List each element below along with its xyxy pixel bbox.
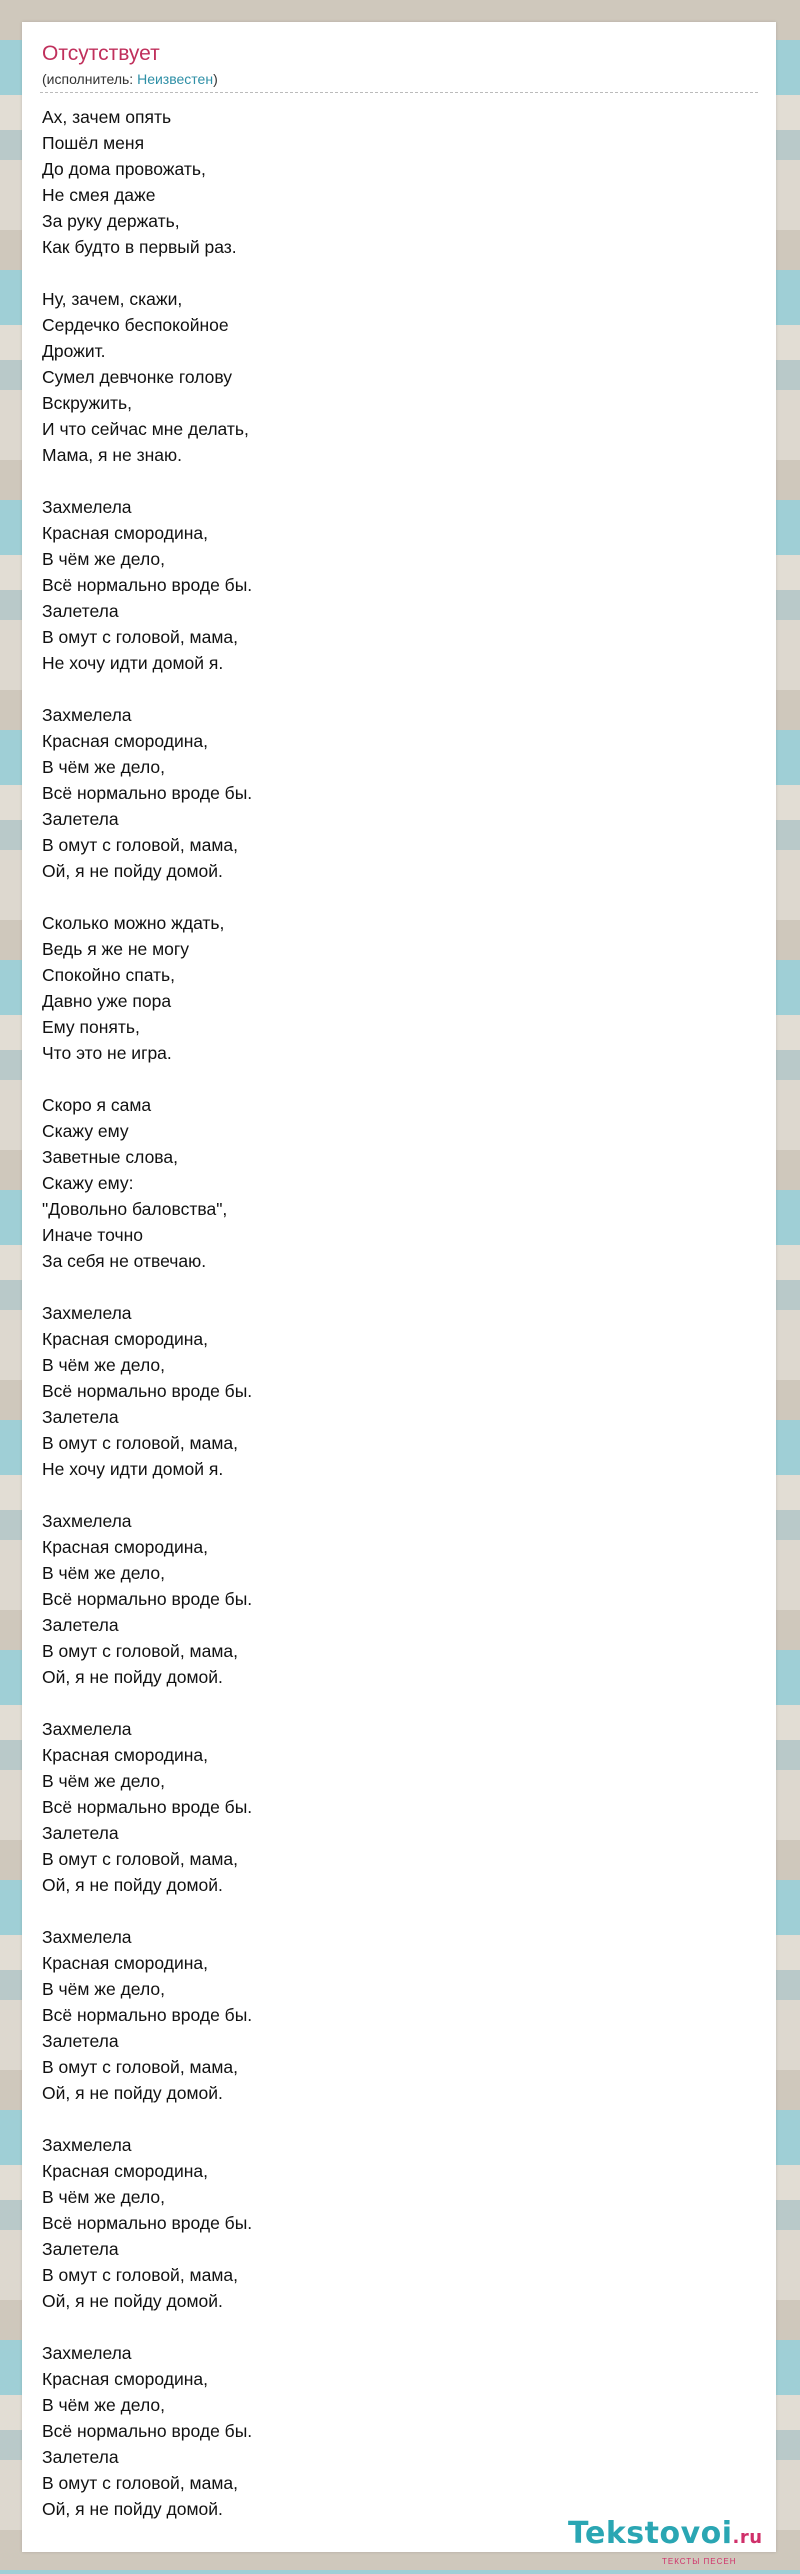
lyrics-line: Красная смородина,: [42, 2161, 208, 2181]
lyrics-line: Красная смородина,: [42, 1537, 208, 1557]
lyrics-line: Ой, я не пойду домой.: [42, 1875, 223, 1895]
lyrics-stanza: [42, 1092, 742, 1274]
lyrics-line: Всё нормально вроде бы.: [42, 575, 253, 595]
lyrics-line: Всё нормально вроде бы.: [42, 2005, 253, 2025]
lyrics-line: Всё нормально вроде бы.: [42, 1589, 253, 1609]
lyrics-line: Ой, я не пойду домой.: [42, 2291, 223, 2311]
lyrics-stanza: [42, 494, 742, 676]
lyrics-line: Залетела: [42, 601, 119, 621]
site-logo[interactable]: [568, 2516, 763, 2551]
lyrics-stanza: [42, 2132, 742, 2314]
lyrics-line: Красная смородина,: [42, 2369, 208, 2389]
lyrics-line: Иначе точно: [42, 1225, 143, 1245]
lyrics-line: Красная смородина,: [42, 1329, 208, 1349]
lyrics-line: В чём же дело,: [42, 1771, 165, 1791]
lyrics-stanza: [42, 286, 742, 468]
lyrics-line: Красная смородина,: [42, 731, 208, 751]
lyrics-line: В омут с головой, мама,: [42, 627, 238, 647]
lyrics-line: Всё нормально вроде бы.: [42, 1381, 253, 1401]
lyrics-line: В омут с головой, мама,: [42, 2473, 238, 2493]
lyrics-line: Не хочу идти домой я.: [42, 1459, 224, 1479]
lyrics-line: "Довольно баловства",: [42, 1199, 228, 1219]
lyrics-line: В омут с головой, мама,: [42, 1433, 238, 1453]
lyrics-line: Пошёл меня: [42, 133, 145, 153]
logo-tagline: ТЕКСТЫ ПЕСЕН: [662, 2557, 737, 2566]
lyrics-line: Не смея даже: [42, 185, 156, 205]
lyrics-line: Ведь я же не могу: [42, 939, 190, 959]
lyrics-stanza: [42, 1716, 742, 1898]
lyrics-line: Сердечко беспокойное: [42, 315, 229, 335]
lyrics-line: Захмелела: [42, 1303, 132, 1323]
lyrics-line: Мама, я не знаю.: [42, 445, 182, 465]
lyrics-line: Захмелела: [42, 497, 132, 517]
lyrics-line: В чём же дело,: [42, 1355, 165, 1375]
lyrics-line: Залетела: [42, 2031, 119, 2051]
lyrics-stanza: [42, 104, 742, 260]
lyrics-line: Залетела: [42, 1407, 119, 1427]
lyrics-line: Скоро я сама: [42, 1095, 152, 1115]
lyrics-line: Ой, я не пойду домой.: [42, 2499, 223, 2519]
lyrics-line: Красная смородина,: [42, 1745, 208, 1765]
lyrics-line: Ну, зачем, скажи,: [42, 289, 183, 309]
lyrics-line: В чём же дело,: [42, 2187, 165, 2207]
lyrics-line: В омут с головой, мама,: [42, 2057, 238, 2077]
lyrics-line: Залетела: [42, 1823, 119, 1843]
lyrics-line: За руку держать,: [42, 211, 180, 231]
lyrics-stanza: [42, 1508, 742, 1690]
lyrics-line: Красная смородина,: [42, 523, 208, 543]
lyrics-line: В омут с головой, мама,: [42, 1849, 238, 1869]
lyrics-line: Захмелела: [42, 1511, 132, 1531]
lyrics-line: Залетела: [42, 809, 119, 829]
lyrics-stanza: [42, 702, 742, 884]
lyrics-line: Захмелела: [42, 1927, 132, 1947]
lyrics-line: И что сейчас мне делать,: [42, 419, 249, 439]
lyrics-line: В чём же дело,: [42, 1979, 165, 1999]
logo-suffix: .ru: [732, 2527, 763, 2548]
lyrics-line: Давно уже пора: [42, 991, 172, 1011]
lyrics-stanza: [42, 2340, 742, 2522]
lyrics-line: Залетела: [42, 1615, 119, 1635]
lyrics-line: Ой, я не пойду домой.: [42, 1667, 223, 1687]
header-divider: [40, 92, 758, 93]
lyrics-stanza: [42, 910, 742, 1066]
performer-link[interactable]: Неизвестен: [137, 71, 214, 87]
performer-line: [42, 71, 218, 87]
lyrics-line: Захмелела: [42, 2343, 132, 2363]
lyrics-line: Что это не игра.: [42, 1043, 172, 1063]
lyrics-line: В чём же дело,: [42, 757, 165, 777]
lyrics-line: В чём же дело,: [42, 2395, 165, 2415]
lyrics-line: Залетела: [42, 2239, 119, 2259]
lyrics-line: Скажу ему: [42, 1121, 129, 1141]
lyrics-line: Спокойно спать,: [42, 965, 176, 985]
lyrics-line: Заветные слова,: [42, 1147, 178, 1167]
lyrics-line: Захмелела: [42, 705, 132, 725]
lyrics-line: Ах, зачем опять: [42, 107, 172, 127]
lyrics-body: [42, 104, 742, 2548]
lyrics-line: Всё нормально вроде бы.: [42, 783, 253, 803]
lyrics-line: В омут с головой, мама,: [42, 835, 238, 855]
performer-suffix: ): [213, 71, 218, 87]
song-title: Отсутствует: [42, 42, 160, 65]
lyrics-line: Сумел девчонке голову: [42, 367, 233, 387]
lyrics-line: Ой, я не пойду домой.: [42, 2083, 223, 2103]
lyrics-line: Вскружить,: [42, 393, 133, 413]
lyrics-line: В омут с головой, мама,: [42, 1641, 238, 1661]
lyrics-line: В омут с головой, мама,: [42, 2265, 238, 2285]
lyrics-stanza: [42, 1300, 742, 1482]
lyrics-line: Залетела: [42, 2447, 119, 2467]
lyrics-line: Как будто в первый раз.: [42, 237, 237, 257]
lyrics-line: За себя не отвечаю.: [42, 1251, 207, 1271]
lyrics-line: В чём же дело,: [42, 549, 165, 569]
lyrics-line: Всё нормально вроде бы.: [42, 2213, 253, 2233]
lyrics-line: В чём же дело,: [42, 1563, 165, 1583]
lyrics-line: Сколько можно ждать,: [42, 913, 225, 933]
lyrics-line: Не хочу идти домой я.: [42, 653, 224, 673]
lyrics-line: Ой, я не пойду домой.: [42, 861, 223, 881]
lyrics-line: Всё нормально вроде бы.: [42, 2421, 253, 2441]
lyrics-line: Дрожит.: [42, 341, 106, 361]
logo-main: Tekstovoi: [568, 2516, 733, 2551]
lyrics-line: Захмелела: [42, 2135, 132, 2155]
lyrics-line: Красная смородина,: [42, 1953, 208, 1973]
performer-prefix: (исполнитель:: [42, 71, 138, 87]
lyrics-line: Скажу ему:: [42, 1173, 134, 1193]
lyrics-line: Ему понять,: [42, 1017, 140, 1037]
lyrics-line: Захмелела: [42, 1719, 132, 1739]
lyrics-line: Всё нормально вроде бы.: [42, 1797, 253, 1817]
lyrics-line: До дома провожать,: [42, 159, 206, 179]
lyrics-stanza: [42, 1924, 742, 2106]
